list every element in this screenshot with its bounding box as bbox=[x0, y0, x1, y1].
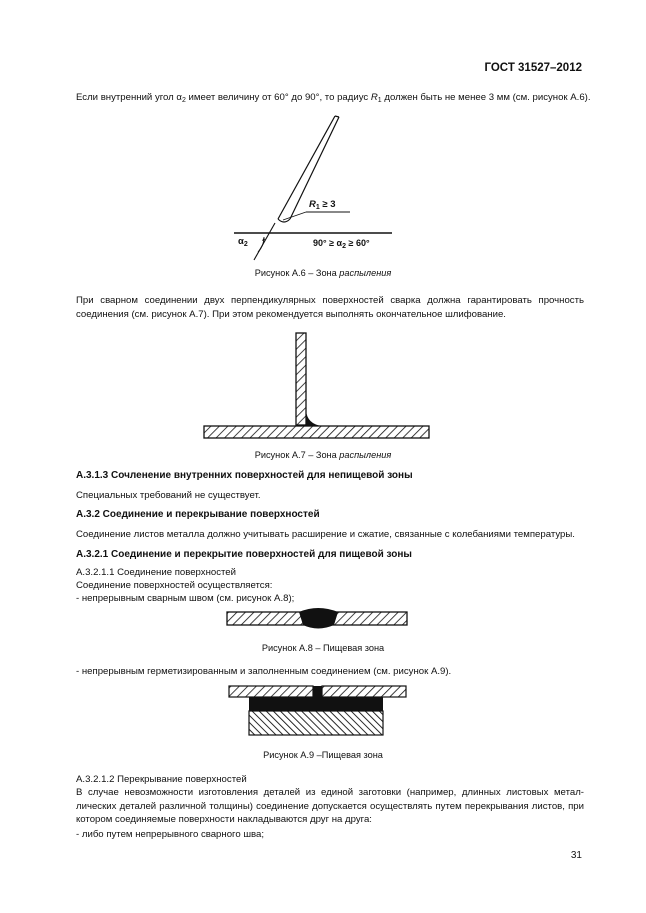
caption-a8: Рисунок А.8 – Пищевая зона bbox=[261, 643, 385, 653]
para-a6-text-1: Если внутренний угол α bbox=[76, 92, 182, 103]
label-r1-value: ≥ 3 bbox=[319, 199, 336, 210]
label-range-sub: 2 bbox=[342, 243, 346, 250]
text-a3211-title: А.3.2.1.1 Соединение поверхностей bbox=[76, 567, 236, 578]
caption-a7-italic: распыления bbox=[339, 450, 392, 460]
label-range-b: ≥ 60° bbox=[346, 238, 370, 248]
text-a3211-line2: - непрерывным сварным швом (см. рисунок А.8); bbox=[76, 593, 295, 604]
para-a6-sub-2: 1 bbox=[377, 97, 382, 104]
caption-a6-text: Рисунок А.6 – Зона bbox=[254, 268, 340, 278]
text-a32: Соединение листов металла должно учитывать расширение и сжатие, связанные с колебаниями температуры. bbox=[76, 529, 575, 540]
text-a3211-line1: Соединение поверхностей осуществляется: bbox=[76, 580, 273, 591]
para-a6-r: R bbox=[370, 92, 378, 103]
text-a3212-title: А.3.2.1.2 Перекрывание поверхностей bbox=[76, 774, 247, 785]
label-alpha-letter: α bbox=[238, 236, 244, 247]
text-a3212-para: В случае невозможности изготовления деталей из единой заготовки (например, длинных листовых метал-лических деталей различной толщины) соединение допускается осуществлять путем перекрывания листов, при котором соединяемые поверхности накладываются друг на друга: bbox=[76, 787, 584, 826]
caption-a7-text: Рисунок А.7 – Зона bbox=[254, 450, 340, 460]
text-a3212-last: - либо путем непрерывного сварного шва; bbox=[76, 829, 265, 840]
text-a9-line: - непрерывным герметизированным и заполненным соединением (см. рисунок А.9). bbox=[76, 666, 452, 677]
standard-number: ГОСТ 31527–2012 bbox=[484, 62, 582, 74]
para-a6-text-3: должен быть не менее 3 мм (см. рисунок А.6). bbox=[381, 92, 591, 103]
label-alpha-sub: 2 bbox=[243, 241, 248, 248]
heading-a321: А.3.2.1 Соединение и перекрытие поверхностей для пищевой зоны bbox=[76, 549, 412, 560]
para-a7-text: При сварном соединении двух перпендикулярных поверхностей сварка должна гарантировать прочность соединения (см. рисунок А.7). При этом рекомендуется выполнять окончательное шлифование. bbox=[76, 295, 584, 320]
label-r1-sub: 1 bbox=[315, 204, 320, 211]
heading-a32: А.3.2 Соединение и перекрывание поверхностей bbox=[76, 509, 320, 520]
text-a313: Специальных требований не существует. bbox=[76, 490, 261, 501]
label-range-a: 90° ≥ α bbox=[313, 238, 343, 248]
heading-a313: А.3.1.3 Сочленение внутренних поверхностей для непищевой зоны bbox=[76, 470, 413, 481]
page-number: 31 bbox=[570, 850, 582, 861]
caption-a9: Рисунок А.9 –Пищевая зона bbox=[263, 750, 383, 760]
para-a6-text-2: имеет величину от 60° до 90°, то радиус bbox=[185, 92, 371, 103]
label-r1-letter: R bbox=[309, 199, 316, 210]
caption-a6-italic: распыления bbox=[339, 268, 392, 278]
para-a6-sub-1: 2 bbox=[181, 97, 186, 104]
